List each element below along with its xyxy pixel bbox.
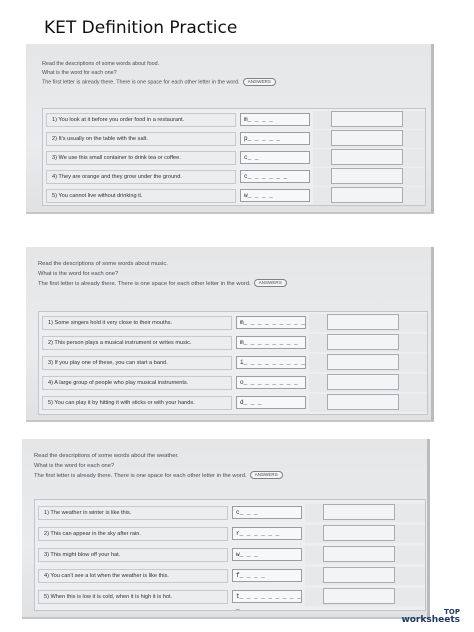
instruction-line: Read the descriptions of some words about the weather.	[34, 453, 179, 459]
answer-input[interactable]: f_ _ _ _	[232, 569, 302, 582]
clue-text: 3) If you play one of these, you can start a band.	[42, 356, 232, 370]
instruction-line: The first letter is already there. There is one space for each other letter in the word. ANSWERS	[34, 471, 283, 481]
feedback-box	[327, 334, 399, 350]
question-table	[34, 499, 426, 611]
answer-input[interactable]: m_ _ _ _ _ _ _ _ _	[236, 316, 306, 329]
instruction-line: Read the descriptions of some words about food.	[42, 61, 160, 67]
answer-input[interactable]: r_ _ _ _ _ _	[232, 527, 302, 540]
question-row	[35, 567, 425, 585]
answers-button[interactable]: ANSWERS	[254, 279, 287, 287]
question-table	[42, 108, 426, 206]
clue-text: 2) This person plays a musical instrument or writes music.	[42, 336, 232, 350]
clue-text: 2) It's usually on the table with the salt.	[46, 132, 236, 146]
question-row	[35, 546, 425, 564]
instruction-line: The first letter is already there. There is one space for each other letter in the word. ANSWERS	[42, 78, 276, 87]
exercise-panel-food	[26, 44, 434, 214]
clue-text: 3) We use this small container to drink tea or coffee.	[46, 151, 236, 165]
logo-line-worksheets: worksheets	[401, 615, 460, 625]
question-row	[43, 149, 425, 167]
feedback-box	[327, 354, 399, 370]
feedback-box	[331, 187, 403, 203]
feedback-box	[323, 546, 395, 562]
feedback-box	[331, 149, 403, 165]
instruction-line: The first letter is already there. There is one space for each other letter in the word. ANSWERS	[38, 279, 287, 289]
question-row	[39, 314, 427, 332]
feedback-box	[323, 588, 395, 604]
question-row	[35, 504, 425, 522]
feedback-box	[323, 567, 395, 583]
clue-text: 1) Some singers hold it very close to their mouths.	[42, 316, 232, 330]
page-title: KET Definition Practice	[44, 18, 238, 38]
question-row	[39, 374, 427, 392]
answer-input[interactable]: m_ _ _ _ _ _ _ _	[236, 336, 306, 349]
question-row	[39, 394, 427, 412]
feedback-box	[327, 374, 399, 390]
clue-text: 4) They are orange and they grow under the ground.	[46, 170, 236, 184]
question-row	[39, 354, 427, 372]
question-row	[35, 525, 425, 543]
answer-input[interactable]: d_ _ _	[236, 396, 306, 409]
question-row	[43, 111, 425, 129]
clue-text: 5) You can play it by hitting it with sticks or with your hands.	[42, 396, 232, 410]
instruction-line: What is the word for each one?	[34, 463, 115, 469]
answer-input[interactable]: o_ _ _ _ _ _ _ _	[236, 376, 306, 389]
question-row	[35, 588, 425, 611]
question-row	[43, 130, 425, 148]
answer-input[interactable]: t_ _ _ _ _ _ _ _ _ _	[232, 590, 302, 603]
clue-text: 2) This can appear in the sky after rain.	[38, 527, 228, 541]
clue-text: 5) When this is low it is cold, when it is high it is hot.	[38, 590, 228, 604]
question-row	[43, 187, 425, 205]
instruction-line: Read the descriptions of some words about music.	[38, 261, 168, 267]
answer-input[interactable]: c_ _	[240, 151, 310, 164]
clue-text: 1) You look at it before you order food in a restaurant.	[46, 113, 236, 127]
answers-button[interactable]: ANSWERS	[250, 471, 283, 479]
exercise-panel-music	[26, 247, 434, 422]
exercise-instructions	[42, 60, 276, 87]
question-table	[38, 311, 428, 415]
logo-line-top: TOP	[444, 608, 460, 616]
exercise-instructions	[38, 259, 287, 289]
clue-text: 5) You cannot live without drinking it.	[46, 189, 236, 203]
exercise-instructions	[34, 451, 283, 481]
clue-text: 4) You can't see a lot when the weather is like this.	[38, 569, 228, 583]
question-row	[43, 168, 425, 186]
answer-input[interactable]: c_ _ _	[232, 506, 302, 519]
clue-text: 1) The weather in winter is like this.	[38, 506, 228, 520]
topworksheets-logo	[401, 608, 460, 624]
clue-text: 4) A large group of people who play musical instruments.	[42, 376, 232, 390]
feedback-box	[331, 130, 403, 146]
answer-input[interactable]: m_ _ _ _	[240, 113, 310, 126]
feedback-box	[331, 111, 403, 127]
answer-input[interactable]: w_ _ _	[232, 548, 302, 561]
instruction-line: What is the word for each one?	[38, 271, 119, 277]
answers-button[interactable]: ANSWERS	[243, 78, 276, 86]
answer-input[interactable]: c_ _ _ _ _ _	[240, 170, 310, 183]
feedback-box	[327, 314, 399, 330]
question-row	[39, 334, 427, 352]
exercise-panel-weather	[22, 439, 430, 619]
feedback-box	[327, 394, 399, 410]
clue-text: 3) This might blow off your hat.	[38, 548, 228, 562]
answer-input[interactable]: p_ _ _ _ _	[240, 132, 310, 145]
answer-input[interactable]: w_ _ _ _	[240, 189, 310, 202]
answer-input[interactable]: i_ _ _ _ _ _ _ _ _	[236, 356, 306, 369]
feedback-box	[323, 525, 395, 541]
feedback-box	[323, 504, 395, 520]
instruction-line: What is the word for each one?	[42, 70, 117, 76]
feedback-box	[331, 168, 403, 184]
